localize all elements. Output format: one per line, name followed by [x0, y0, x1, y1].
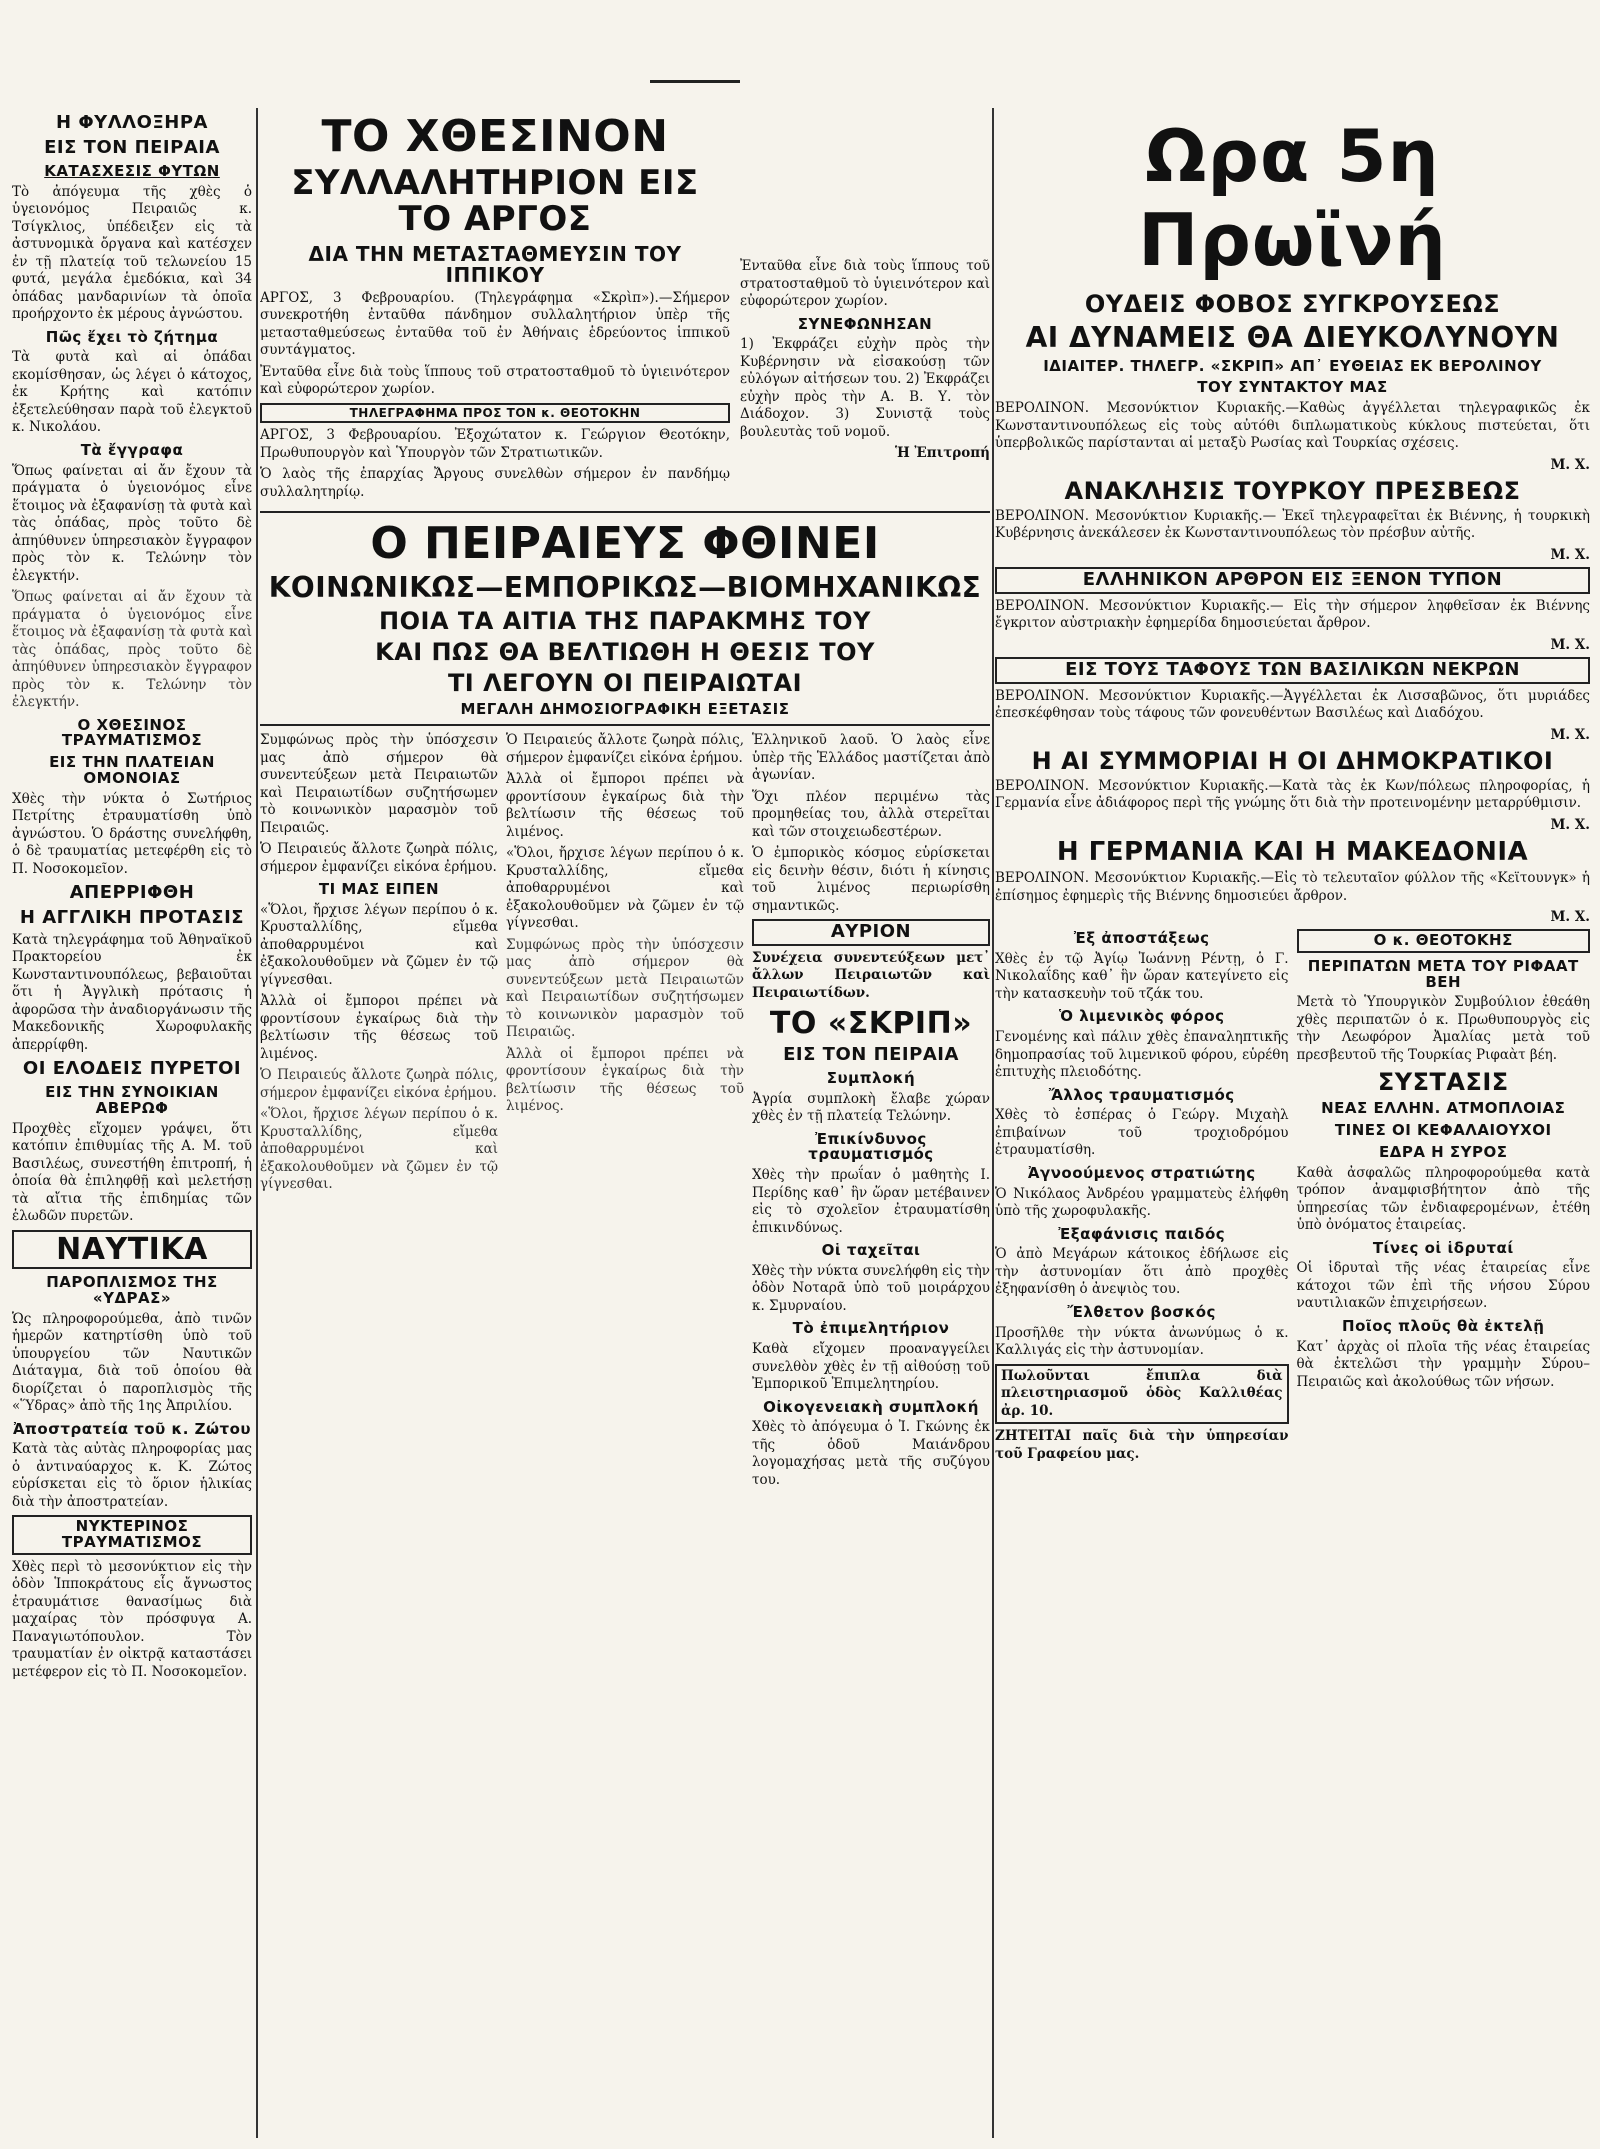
article-text: Χθὲς ἐν τῷ Ἀγίῳ Ἰωάννῃ Ρέντῃ, ὁ Γ. Νικολαΐδης καθ᾿ ἣν ὥραν κατεγίνετο εἰς τὴν κατασκευὴν τοῦ τζάκ του. [995, 950, 1289, 1002]
article-text: 1) Ἐκφράζει εὐχὴν πρὸς τὴν Κυβέρνησιν νὰ εἰσακούσῃ τῶν εὐλόγων αἰτήσεων του. 2) Ἐκφράζει εὐχὴν πρὸς τὴν Α. Β. Υ. τὸν Διάδοχον. 3) Συνιστᾷ τοὺς βουλευτὰς τοῦ νομοῦ. [740, 336, 990, 440]
headline-gangs: Η ΑΙ ΣΥΜΜΟΡΙΑΙ Η ΟΙ ΔΗΜΟΚΡΑΤΙΚΟΙ [1031, 746, 1554, 775]
article-text: Γενομένης καὶ πάλιν χθὲς ἐπαναληπτικῆς δημοπρασίας τοῦ λιμενικοῦ φόρου, εὑρέθη ἐπιτυχὴς πλειοδότης. [995, 1029, 1289, 1081]
subheading: Πῶς ἔχει τὸ ζήτημα [45, 327, 219, 346]
headline-telegram-berlin: ΙΔΙΑΙΤΕΡ. ΤΗΛΕΓΡ. «ΣΚΡΙΠ» ΑΠ᾿ ΕΥΘΕΙΑΣ ΕΚ ΒΕΡΟΛΙΝΟΥ [1043, 356, 1542, 375]
article-text: Χθὲς περὶ τὸ μεσονύκτιον εἰς τὴν ὁδὸν Ἱπποκράτους εἷς ἄγνωστος ἐτραυμάτισε θανασίμως διὰ μαχαίρας τὸν πρόσφυγα Α. Παναγιωτόπουλον. Τὸν τραυματίαν ἐν οἰκτρᾷ καταστάσει μετέφερον εἰς τὸ Π. Νοσοκομεῖον. [12, 1558, 252, 1680]
right-subcol-a [995, 925, 1289, 1467]
article-text: Προχθὲς εἴχομεν γράψει, ὅτι κατόπιν ἐπιθυμίας τῆς Α. Μ. τοῦ Βασιλέως, συνεστήθη ἐπιτροπή, ἡ ὁποία θὰ ἐπιληφθῇ καὶ μελετήσῃ τὰ αἴτια τῆς ἐπιδημίας τῶν ἑλωδῶν πυρετῶν. [12, 1120, 252, 1225]
article-text: Οἱ ἱδρυταὶ τῆς νέας ἑταιρείας εἶνε κάτοχοι τῶν ἐπὶ τῆς νήσου Σύρου ναυτιλιακῶν ἐπιχειρήσεων. [1296, 1260, 1590, 1312]
article-text: Καθὰ ἀσφαλῶς πληροφορούμεθα κατὰ τρόπον ἀναμφισβήτητον ἀπὸ τῆς ὑπηρεσίας τῶν ἐνδιαφερομένων, ἐτέθη ὑπὸ ὀνόματος ἑταιρείας. [1296, 1164, 1590, 1234]
signature: Ἡ Ἐπιτροπή [894, 445, 990, 462]
subheading: Οἰκογενειακὴ συμπλοκή [763, 1397, 979, 1416]
article-text: Κατὰ τὰς αὐτὰς πληροφορίας μας ὁ ἀντιναύαρχος κ. Κ. Ζώτος εὑρίσκεται εἰς τὸ ὅριον ἡλικίας διὰ τὴν ἀποστρατείαν. [12, 1441, 252, 1510]
headline-theotokis: Ο κ. ΘΕΟΤΟΚΗΣ [1297, 929, 1591, 953]
subheading: Τὰ ἔγγραφα [80, 440, 184, 459]
article-text: ΒΕΡΟΛΙΝΟΝ. Μεσονύκτιον Κυριακῆς.— Εἰς τὴν σήμερον ληφθεῖσαν ἐκ Βιέννης ἔγκριτον αὐστριακὴν ἐφημερίδα δημοσιεύεται ἄρθρον. [995, 597, 1590, 632]
main-story-col-a [260, 732, 498, 1493]
article-text: Ἀλλὰ οἱ ἔμποροι πρέπει νὰ φροντίσουν ἐγκαίρως διὰ τὴν βελτίωσιν τῆς θέσεως τοῦ λιμένος. [506, 771, 744, 840]
headline-piraeus-decline: Ο ΠΕΙΡΑΙΕΥΣ ΦΘΙΝΕΙ [370, 518, 880, 570]
main-story-header [260, 511, 990, 726]
headline-phylloxera-sub: ΕΙΣ ΤΟΝ ΠΕΙΡΑΙΑ [44, 136, 220, 158]
argos-subcols [260, 290, 730, 506]
headline-founding-sub3: ΕΔΡΑ Η ΣΥΡΟΣ [1378, 1142, 1508, 1161]
article-text: Ὁ ἐμπορικὸς κόσμος εὑρίσκεται εἰς δεινὴν θέσιν, διότι ἡ κίνησις τοῦ λιμένος περιωρίσθη σημαντικῶς. [752, 845, 990, 914]
headline-5am: Ωρα 5η Πρωϊνή [1138, 114, 1447, 282]
headline-no-fear: ΟΥΔΕΙΣ ΦΟΒΟΣ ΣΥΓΚΡΟΥΣΕΩΣ [1084, 290, 1501, 318]
headline-piraeus-improve: ΚΑΙ ΠΩΣ ΘΑ ΒΕΛΤΙΩΘΗ Η ΘΕΣΙΣ ΤΟΥ [375, 637, 875, 666]
subheading: Ποῖος πλοῦς θὰ ἐκτελῇ [1342, 1316, 1545, 1335]
subheading: Ἐπικίνδυνος τραυματισμός [808, 1129, 934, 1164]
subheading: Τὸ ἐπιμελητήριον [792, 1319, 950, 1338]
article-text: Χθὲς τὴν πρωΐαν ὁ μαθητὴς Ι. Περίδης καθ᾿ ἣν ὥραν μετέβαινεν εἰς τὸ σχολεῖον ἐτραυματίσθη ἐπικινδύνως. [752, 1167, 990, 1236]
article-text: «Ὅλοι, ἤρχισε λέγων περίπου ὁ κ. Κρυσταλλίδης, εἴμεθα ἀποθαρρυμένοι καὶ ἐξακολουθοῦμεν νὰ ζῶμεν ἐν τῷ γίγνεσθαι. [260, 901, 498, 988]
banner-rally-sub: ΔΙΑ ΤΗΝ ΜΕΤΑΣΤΑΘΜΕΥΣΙΝ ΤΟΥ ΙΠΠΙΚΟΥ [308, 241, 682, 287]
subheading-what-he-said: ΤΙ ΜΑΣ ΕΙΠΕΝ [318, 880, 440, 899]
signature: Μ. Χ. [1550, 726, 1590, 743]
article-text: Ὅχι πλέον περιμένω τὰς προμηθείας του, ἀλλὰ στερεῖται καὶ τῶν στοιχειωδεστέρων. [752, 788, 990, 840]
subheading-telegram: ΤΗΛΕΓΡΑΦΗΜΑ ΠΡΟΣ ΤΟΝ κ. ΘΕΟΤΟΚΗΝ [260, 403, 730, 424]
article-text: Προσῆλθε τὴν νύκτα ἀνωνύμως ὁ κ. Καλλιγάς εἰς τὴν ἀστυνομίαν. [995, 1324, 1289, 1359]
article-text: ΑΡΓΟΣ, 3 Φεβρουαρίου. (Τηλεγράφημα «Σκρὶπ»).—Σήμερον συνεκροτήθη ἐνταῦθα πάνδημον συλλαλητήριον ὑπὲρ τῆς μετασταθμεύσεως ἐνταῦθα τοῦ ἐν Ἀθήναις ἑδρεύοντος ἱππικοῦ συντάγματος. [260, 289, 730, 359]
signature: Μ. Χ. [1550, 816, 1590, 833]
headline-piraeus-causes: ΠΟΙΑ ΤΑ ΑΙΤΙΑ ΤΗΣ ΠΑΡΑΚΜΗΣ ΤΟΥ [379, 606, 871, 635]
headline-phylloxera: Η ΦΥΛΛΟΞΗΡΑ [56, 112, 208, 133]
signature: Μ. Χ. [1550, 909, 1590, 926]
headline-piraeus-decline-sub: ΚΟΙΝΩΝΙΚΩΣ—ΕΜΠΟΡΙΚΩΣ—ΒΙΟΜΗΧΑΝΙΚΩΣ [268, 571, 982, 605]
advertisement: ΖΗΤΕΙΤΑΙ παῖς διὰ τὴν ὑπηρεσίαν τοῦ Γραφείου μας. [995, 1428, 1289, 1462]
headline-founding-sub2: ΤΙΝΕΣ ΟΙ ΚΕΦΑΛΑΙΟΥΧΟΙ [1334, 1121, 1552, 1140]
headline-phylloxera-sub2: ΚΑΤΑΣΧΕΣΙΣ ΦΥΤΩΝ [44, 161, 220, 180]
article-text: ΒΕΡΟΛΙΝΟΝ. Μεσονύκτιον Κυριακῆς.— Ἐκεῖ τηλεγραφεῖται ἐκ Βιέννης, ἡ τουρκικὴ Κυβέρνησις ἀνεκάλεσεν ἐκ Κωνσταντινουπόλεως τὸν πρέσβυν αὐτῆς. [995, 507, 1590, 542]
headline-injury-sub: ΕΙΣ ΤΗΝ ΠΛΑΤΕΙΑΝ ΟΜΟΝΟΙΑΣ [49, 753, 215, 787]
article-text: ΑΡΓΟΣ, 3 Φεβρουαρίου. Ἐξοχώτατον κ. Γεώργιον Θεοτόκην, Πρωθυπουργὸν καὶ Ὑπουργὸν τῶν Στρατιωτικῶν. [260, 427, 730, 461]
article-text: Ἀλλὰ οἱ ἔμποροι πρέπει νὰ φροντίσουν ἐγκαίρως διὰ τὴν βελτίωσιν τῆς θέσεως τοῦ λιμένος. [260, 993, 498, 1062]
banner-yesterday: ΤΟ ΧΘΕΣΙΝΟΝ [321, 111, 669, 162]
article-text: Ὁ ἀπὸ Μεγάρων κάτοικος ἐδήλωσε εἰς τὴν ἀστυνομίαν ὅτι ἀπὸ προχθὲς ἐξηφανίσθη ὁ ἀνεψιὸς του. [995, 1246, 1289, 1298]
article-text: Συνέχεια συνεντεύξεων μετ᾿ ἄλλων Πειραιωτῶν καὶ Πειραιωτίδων. [752, 949, 990, 1001]
subheading: Ἄλλος τραυματισμός [1048, 1085, 1235, 1104]
article-text: ΒΕΡΟΛΙΝΟΝ. Μεσονύκτιον Κυριακῆς.—Καθὼς ἀγγέλλεται τηλεγραφικῶς ἐκ Κωνσταντινουπόλεως εἰς τοὺς αὐτόθι διπλωματικοὺς κύκλους πιστεύεται, ὅτι ὑπερβολικῶς παρίστανται αἱ μεταξὺ Ρωσίας καὶ Τουρκίας σχέσεις. [995, 400, 1590, 452]
main-story-col-c [752, 732, 990, 1493]
article-text: Ἐνταῦθα εἶνε διὰ τοὺς ἵππους τοῦ στρατοσταθμοῦ τὸ ὑγιεινότερον καὶ εὐφορώτερον χωρίον. [260, 363, 730, 398]
headline-theotokis-sub: ΠΕΡΙΠΑΤΩΝ ΜΕΤΑ ΤΟΥ ΡΙΦΑΑΤ ΒΕΗ [1307, 956, 1579, 991]
headline-fevers-sub: ΕΙΣ ΤΗΝ ΣΥΝΟΙΚΙΑΝ ΑΒΕΡΩΦ [45, 1083, 219, 1117]
article-text-filler: Ἀλλὰ οἱ ἔμποροι πρέπει νὰ φροντίσουν ἐγκαίρως διὰ τὴν βελτίωσιν τῆς θέσεως τοῦ λιμένος. [506, 1045, 744, 1115]
article-text: Τὰ φυτὰ καὶ αἱ ὁπάδαι εκομίσθησαν, ὡς λέγει ὁ κάτοχος, ἐκ Κρήτης καὶ κατόπιν ἐξετελεύθησαν παρὰ τοῦ ἐλεγκτοῦ κ. Νικολάου. [12, 349, 252, 436]
column-center [260, 108, 990, 2138]
headline-rejected-sub: Η ΑΓΓΛΙΚΗ ΠΡΟΤΑΣΙΣ [19, 906, 245, 928]
column-rule [992, 108, 994, 2138]
article-text: Ὡς πληροφορούμεθα, ἀπὸ τινῶν ἡμερῶν κατηρτίσθη ὑπὸ τοῦ ὑπουργείου τῶν Ναυτικῶν Διάταγμα, διὰ τοῦ ὁποίου θὰ διορίζεται ὁ παροπλισμὸς τῆς «Ὕδρας» ἀπὸ τῆς 1ης Ἀπριλίου. [12, 1310, 252, 1415]
article-text-filler: Ὁ Πειραιεύς ἄλλοτε ζωηρὰ πόλις, σήμερον ἐμφανίζει εἰκόνα ἐρήμου. [260, 1067, 498, 1101]
advertisement: Πωλοῦνται ἔπιπλα διὰ πλειστηριασμοῦ ὁδὸς Καλλιθέας ἀρ. 10. [995, 1364, 1289, 1425]
headline-tomorrow: ΑΥΡΙΟΝ [752, 919, 990, 946]
subheading: Ἐξ ἀποστάξεως [1073, 929, 1210, 948]
article-text: Ὁ Πειραιεύς ἄλλοτε ζωηρὰ πόλις, σήμερον ἐμφανίζει εἰκόνα ἐρήμου. [260, 841, 498, 875]
article-text: Χθὲς τὸ ἐσπέρας ὁ Γεώργ. Μιχαὴλ ἐπιβαίνων τοῦ τροχιοδρόμου ἐτραυματίσθη. [995, 1107, 1289, 1159]
headline-night-injury: ΝΥΚΤΕΡΙΝΟΣ ΤΡΑΥΜΑΤΙΣΜΟΣ [12, 1515, 252, 1555]
headline-naval-sub: ΠΑΡΟΠΛΙΣΜΟΣ ΤΗΣ «ΥΔΡΑΣ» [46, 1273, 218, 1307]
subheading: Ἀγνοούμενος στρατιώτης [1027, 1163, 1256, 1182]
subheading: Ἐξαφάνισις παιδός [1058, 1224, 1226, 1243]
headline-piraeus-survey: ΜΕΓΑΛΗ ΔΗΜΟΣΙΟΓΡΑΦΙΚΗ ΕΞΕΤΑΣΙΣ [460, 700, 790, 719]
headline-rejected: ΑΠΕΡΡΙΦΘΗ [69, 882, 195, 904]
subheading: Ἀποστρατεία τοῦ κ. Ζώτου [12, 1419, 252, 1438]
headline-injury: Ο ΧΘΕΣΙΝΟΣ ΤΡΑΥΜΑΤΙΣΜΟΣ [61, 715, 203, 750]
headline-recall-ambassador: ΑΝΑΚΛΗΣΙΣ ΤΟΥΡΚΟΥ ΠΡΕΣΒΕΩΣ [1064, 476, 1521, 505]
headline-founding: ΣΥΣΤΑΣΙΣ [1377, 1068, 1509, 1097]
headline-greek-article: ΕΛΛΗΝΙΚΟΝ ΑΡΘΡΟΝ ΕΙΣ ΞΕΝΟΝ ΤΥΠΟΝ [995, 567, 1590, 594]
headline-skrip: ΤΟ «ΣΚΡΙΠ» [769, 1006, 973, 1042]
article-text-filler: «Ὅλοι, ἤρχισε λέγων περίπου ὁ κ. Κρυσταλλίδης, εἴμεθα ἀποθαρρυμένοι καὶ ἐξακολουθοῦμεν νὰ ζῶμεν ἐν τῷ γίγνεσθαι. [260, 1106, 498, 1193]
subheading: Οἱ ταχεῖται [821, 1241, 921, 1260]
headline-powers: ΑΙ ΔΥΝΑΜΕΙΣ ΘΑ ΔΙΕΥΚΟΛΥΝΟΥΝ [1025, 321, 1560, 355]
article-text: Χθὲς τὸ ἀπόγευμα ὁ Ἰ. Γκώνης ἐκ τῆς ὁδοῦ Μαιάνδρου λογομαχήσας μετὰ τῆς συζύγου του. [752, 1419, 990, 1488]
article-text: Μετὰ τὸ Ὑπουργικὸν Συμβούλιον ἐθεάθη χθὲς περιπατῶν ὁ κ. Πρωθυπουργὸς εἰς τὴν Λεωφόρον Ἀμαλίας μετὰ τοῦ πρεσβευτοῦ τῆς Τουρκίας Ριφαὰτ βέη. [1296, 994, 1590, 1063]
headline-our-editor: ΤΟΥ ΣΥΝΤΑΚΤΟΥ ΜΑΣ [1197, 378, 1388, 397]
article-text: Ἐνταῦθα εἶνε διὰ τοὺς ἵππους τοῦ στρατοσταθμοῦ τὸ ὑγιεινότερον καὶ εὐφορώτερον χωρίον. [740, 258, 990, 309]
subheading-resolved: ΣΥΝΕΦΩΝΗΣΑΝ [797, 314, 933, 333]
article-text: ΒΕΡΟΛΙΝΟΝ. Μεσονύκτιον Κυριακῆς.—Εἰς τὸ τελευταῖον φύλλον τῆς «Κεϊτουνγκ» ἡ ἐπίσημος ἐφημερὶς τῆς Βιέννης δημοσιεύει ἄρθρον. [995, 870, 1590, 904]
subheading: Ὁ λιμενικὸς φόρος [1058, 1007, 1225, 1026]
article-text: Ὅπως φαίνεται αἱ ἄν ἔχουν τὰ πράγματα ὁ ὑγειονόμος εἶνε ἕτοιμος νὰ ἐξαφανίσῃ τὰ φυτὰ καὶ τὰς ὁπάδας, πρὸς τοῦτο δὲ ἀπηύθυνεν ὑπηρεσιακὸν ἔγγραφον πρὸς τὸν κ. Τελώνην τὸν ἐλεγκτήν. [12, 462, 252, 584]
article-text: Ὁ Πειραιεύς ἄλλοτε ζωηρὰ πόλις, σήμερον ἐμφανίζει εἰκόνα ἐρήμου. [506, 732, 744, 766]
column-rule [256, 108, 258, 2138]
article-text: Ἑλληνικοῦ λαοῦ. Ὁ λαὸς εἶνε ὑπὲρ τῆς Ἑλλάδος μαστίζεται ἀπὸ ἀγωνίαν. [752, 732, 990, 784]
headline-fevers: ΟΙ ΕΛΟΔΕΙΣ ΠΥΡΕΤΟΙ [22, 1058, 242, 1080]
article-text: Τὸ ἀπόγευμα τῆς χθὲς ὁ ὑγειονόμος Πειραιῶς κ. Τσίγκλιος, ὑπέδειξεν εἰς τὰ ἀστυνομικὰ ὄργανα καὶ κατέσχεν ἐν τῇ πλατείᾳ τοῦ τελωνείου 15 φυτά, μεγάλα ἑμεδόκια, καὶ 34 ὁπάδας μανδαρινίων τὰ ὁποῖα προήρχοντο ἐκ μέρους ἀγνώστου. [12, 183, 252, 323]
signature: Μ. Χ. [1550, 456, 1590, 473]
article-text: ΒΕΡΟΛΙΝΟΝ. Μεσονύκτιον Κυριακῆς.—Ἀγγέλλεται ἐκ Λισσαβῶνος, ὅτι μυριάδες ἐπεσκέφθησαν τοὺς τάφους τῶν φονευθέντων Βασιλέως καὶ Διαδόχου. [995, 687, 1590, 722]
article-text: Κατ᾿ ἀρχὰς οἱ πλοῖα τῆς νέας ἑταιρείας θὰ ἐκτελῶσι τὴν γραμμὴν Σύρου–Πειραιῶς καὶ ἀκολούθως τῶν νήσων. [1296, 1338, 1590, 1390]
article-text: Χθὲς τὴν νύκτα ὁ Σωτήριος Πετρίτης ἐτραυματίσθη ὑπὸ ἀγνώστου. Ὁ δράστης συνελήφθη, ὁ δὲ τραυματίας μετεφέρθη εἰς τὸ Π. Νοσοκομεῖον. [12, 790, 252, 877]
right-subcols [995, 925, 1590, 1467]
article-text-filler: Συμφώνως πρὸς τὴν ὑπόσχεσιν μας ἀπὸ σήμερον θὰ συνεντεύξεων μετὰ Πειραιωτῶν καὶ Πειραιωτίδων συζητήσωμεν τὸ κοινωνικὸν μαρασμὸν τοῦ Πειραιῶς. [506, 936, 744, 1041]
headline-naval: ΝΑΥΤΙΚΑ [12, 1230, 252, 1270]
headline-founding-sub: ΝΕΑΣ ΕΛΛΗΝ. ΑΤΜΟΠΛΟΙΑΣ [1321, 1099, 1566, 1118]
headline-germany-macedonia: Η ΓΕΡΜΑΝΙΑ ΚΑΙ Η ΜΑΚΕΔΟΝΙΑ [1056, 836, 1529, 867]
article-text: Χθὲς τὴν νύκτα συνελήφθη εἰς τὴν ὁδὸν Νοταρᾶ ὑπὸ τοῦ μοιράρχου κ. Σμυρναίου. [752, 1262, 990, 1314]
column-left [12, 108, 252, 2138]
headline-skrip-sub: ΕΙΣ ΤΟΝ ΠΕΙΡΑΙΑ [783, 1043, 959, 1065]
headline-royal-graves: ΕΙΣ ΤΟΥΣ ΤΑΦΟΥΣ ΤΩΝ ΒΑΣΙΛΙΚΩΝ ΝΕΚΡΩΝ [995, 657, 1590, 684]
headline-piraeus-say: ΤΙ ΛΕΓΟΥΝ ΟΙ ΠΕΙΡΑΙΩΤΑΙ [447, 669, 803, 698]
argos-article [260, 108, 730, 505]
article-text: Κατὰ τηλεγράφημα τοῦ Ἀθηναϊκοῦ Πρακτορείου ἐκ Κωνσταντινουπόλεως, βεβαιοῦται ὅτι ἡ Ἀγγλικὴ πρότασις ἡ ἀφορῶσα τὴν ἀναδιοργάνωσιν τῆς Μακεδονικῆς Χωροφυλακῆς ἀπερρίφθη. [12, 931, 252, 1053]
article-text: Καθὰ εἴχομεν προαναγγείλει συνελθὸν χθὲς ἐν τῇ αἰθούσῃ τοῦ Ἐμπορικοῦ Ἐπιμελητηρίου. [752, 1341, 990, 1393]
argos-col-a [260, 290, 730, 506]
subheading: Συμπλοκή [826, 1068, 916, 1087]
signature: Μ. Χ. [1550, 546, 1590, 563]
article-text: «Ὅλοι, ἤρχισε λέγων περίπου ὁ κ. Κρυσταλλίδης, εἴμεθα ἀποθαρρυμένοι καὶ ἐξακολουθοῦμεν νὰ ζῶμεν ἐν τῷ γίγνεσθαι. [506, 845, 744, 932]
column-right [995, 108, 1590, 2138]
article-text: Ὁ λαὸς τῆς ἐπαρχίας Ἄργους συνελθὼν σήμερον ἐν πανδήμῳ συλλαλητηρίῳ. [260, 466, 730, 500]
article-text: Ὁ Νικόλαος Ἀνδρέου γραμματεὺς ἐλήφθη ὑπὸ τῆς χωροφυλακῆς. [995, 1185, 1289, 1220]
article-text: ΒΕΡΟΛΙΝΟΝ. Μεσονύκτιον Κυριακῆς.—Κατὰ τὰς ἐκ Κων/πόλεως πληροφορίας, ἡ Γερμανία εἶνε ἀδιάφορος περὶ τῆς γνώμης ὅτι διὰ τὴν προτεινομένην μεταρρύθμισιν. [995, 777, 1590, 812]
article-text: Συμφώνως πρὸς τὴν ὑπόσχεσιν μας ἀπὸ σήμερον θὰ συνεντεύξεων μετὰ Πειραιωτῶν καὶ Πειραιωτίδων συζητήσωμεν τὸ κοινωνικὸν μαρασμὸν τοῦ Πειραιῶς. [260, 732, 498, 836]
article-text-filler: Ὅπως φαίνεται αἱ ἄν ἔχουν τὰ πράγματα ὁ ὑγειονόμος εἶνε ἕτοιμος νὰ ἐξαφανίσῃ τὰ φυτὰ καὶ τὰς ὁπάδας, πρὸς τοῦτο δὲ ἀπηύθυνεν ὑπηρεσιακὸν ἔγγραφον πρὸς τὸν κ. Τελώνην τὸν ἐλεγκτήν. [12, 589, 252, 711]
top-ornament [650, 80, 740, 89]
article-text: Ἀγρία συμπλοκὴ ἔλαβε χώραν χθὲς ἐν τῇ πλατείᾳ Τελώνην. [752, 1090, 990, 1125]
main-story-col-b [506, 732, 744, 1493]
banner-rally: ΣΥΛΛΑΛΗΤΗΡΙΟΝ ΕΙΣ ΤΟ ΑΡΓΟΣ [291, 163, 699, 239]
argos-resolutions [740, 108, 990, 505]
right-subcol-b [1297, 925, 1591, 1467]
subheading: Ἔλθετον βοσκός [1067, 1302, 1216, 1321]
signature: Μ. Χ. [1550, 636, 1590, 653]
main-story-body [260, 732, 990, 1493]
subheading: Τίνες οἱ ἱδρυταί [1372, 1238, 1514, 1257]
